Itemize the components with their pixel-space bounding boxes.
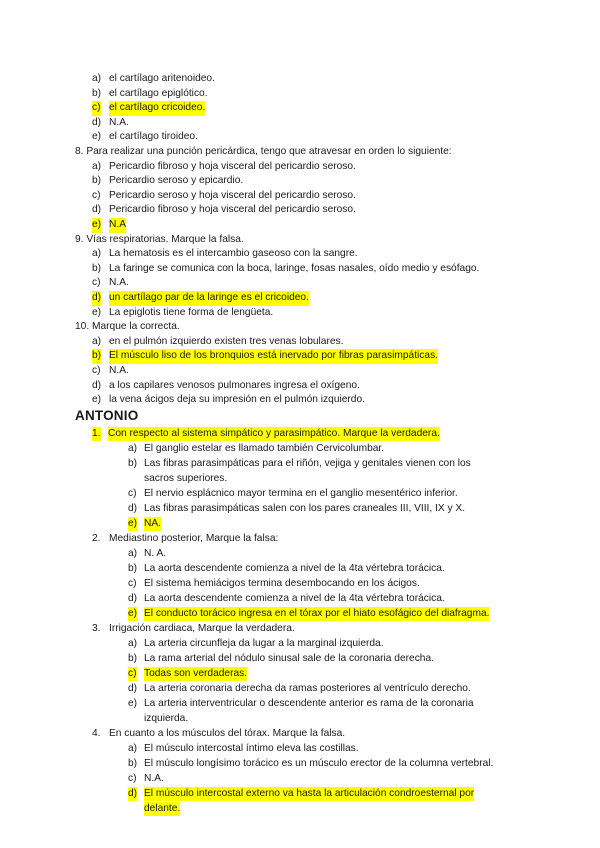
option-label: e) bbox=[92, 394, 102, 406]
option-text: La arteria coronaria derecha da ramas posteriores al ventrículo derecho. bbox=[144, 682, 471, 694]
option-label: a) bbox=[92, 248, 102, 260]
option-text: Pericardio fibroso y hoja visceral del pericardio seroso. bbox=[109, 204, 356, 216]
option-label: b) bbox=[92, 262, 102, 274]
question-text: 10. Marque la correcta. bbox=[75, 321, 180, 333]
option-label: c) bbox=[128, 667, 137, 682]
option-text: Las fibras parasimpáticas para el riñón, vejiga y genitales vienen con los bbox=[144, 457, 471, 469]
option-label: b) bbox=[128, 757, 138, 769]
option-text: N.A bbox=[109, 218, 126, 233]
option-text: Todas son verdaderas. bbox=[144, 667, 247, 682]
option-label: e) bbox=[92, 306, 102, 318]
option-text: El conducto torácico ingresa en el tórax por el hiato esofágico del diafragma. bbox=[144, 607, 489, 622]
option-text: El músculo intercostal externo va hasta la articulación condroesternal por bbox=[144, 787, 474, 802]
option-label: b) bbox=[92, 349, 101, 364]
option-label: d) bbox=[128, 592, 138, 604]
option-label: b) bbox=[92, 175, 102, 187]
option-label: b) bbox=[128, 652, 138, 664]
option-label: b) bbox=[92, 87, 102, 99]
option-text: La aorta descendente comienza a nivel de la 4ta vértebra torácica. bbox=[144, 562, 445, 574]
option-text: La hematosis es el intercambio gaseoso con la sangre. bbox=[109, 248, 358, 260]
option-text: La arteria circunfleja da lugar a la marginal izquierda. bbox=[144, 637, 384, 649]
option-label: a) bbox=[92, 160, 102, 172]
option-label: d) bbox=[92, 379, 102, 391]
option-text: La epiglotis tiene forma de lengüeta. bbox=[109, 306, 274, 318]
option-text: Pericardio seroso y epicardio. bbox=[109, 175, 244, 187]
option-text: La arteria interventricular o descendente anterior es rama de la coronaria bbox=[144, 697, 474, 709]
section-heading: ANTONIO bbox=[75, 407, 139, 423]
option-label: a) bbox=[92, 335, 102, 347]
option-text: a los capilares venosos pulmonares ingresa el oxígeno. bbox=[109, 379, 360, 391]
option-label: c) bbox=[128, 487, 137, 499]
option-label: c) bbox=[128, 577, 137, 589]
option-label: d) bbox=[92, 204, 102, 216]
question-text: 9. Vías respiratorias. Marque la falsa. bbox=[75, 233, 244, 245]
option-label: 1. bbox=[92, 427, 101, 442]
option-text: izquierda. bbox=[144, 712, 189, 724]
option-label: b) bbox=[128, 562, 138, 574]
option-label: c) bbox=[128, 772, 137, 784]
option-text: un cartílago par de la laringe es el cricoideo. bbox=[109, 291, 309, 306]
option-text: El músculo longísimo torácico es un músculo erector de la columna vertebral. bbox=[144, 757, 494, 769]
option-text: NA. bbox=[144, 517, 161, 532]
option-text: el cartílago epiglótico. bbox=[109, 87, 208, 99]
option-text: El músculo liso de los bronquios está inervado por fibras parasimpáticas. bbox=[109, 349, 438, 364]
question-text: En cuanto a los músculos del tórax. Marque la falsa. bbox=[109, 727, 346, 739]
option-label: a) bbox=[128, 742, 138, 754]
question-text: Mediastino posterior, Marque la falsa: bbox=[109, 532, 279, 544]
option-label: c) bbox=[92, 277, 101, 289]
option-label: d) bbox=[128, 682, 138, 694]
option-text: Las fibras parasimpáticas salen con los pares craneales III, VIII, IX y X. bbox=[144, 502, 466, 514]
option-text: La rama arterial del nódulo sinusal sale de la coronaria derecha. bbox=[144, 652, 434, 664]
option-text: el cartílago aritenoideo. bbox=[109, 73, 215, 84]
option-label: e) bbox=[128, 607, 137, 622]
option-text: La faringe se comunica con la boca, laringe, fosas nasales, oído medio y esófago. bbox=[109, 262, 480, 274]
option-text: El nervio esplácnico mayor termina en el ganglio mesentérico inferior. bbox=[144, 487, 458, 499]
option-text: Pericardio fibroso y hoja visceral del pericardio seroso. bbox=[109, 160, 356, 172]
option-label: c) bbox=[92, 365, 101, 376]
option-text: El sistema hemiácigos termina desembocando en los ácigos. bbox=[144, 577, 420, 589]
option-label: e) bbox=[128, 697, 138, 709]
option-label: a) bbox=[128, 637, 138, 649]
option-label: a) bbox=[92, 73, 102, 84]
option-label: e) bbox=[128, 517, 137, 532]
option-text: delante. bbox=[144, 802, 180, 817]
option-text: N.A. bbox=[144, 772, 164, 784]
option-label: 2. bbox=[92, 532, 101, 544]
option-label: 3. bbox=[92, 622, 101, 634]
option-label: d) bbox=[128, 787, 137, 802]
option-text: la vena ácigos deja su impresión en el pulmón izquierdo. bbox=[109, 394, 365, 406]
option-text: N.A. bbox=[109, 116, 129, 128]
option-label: d) bbox=[92, 291, 101, 306]
option-label: 4. bbox=[92, 727, 101, 739]
question-text: Con respecto al sistema simpático y parasimpático. Marque la verdadera. bbox=[108, 427, 440, 442]
option-text: N.A. bbox=[109, 365, 129, 376]
option-text: en el pulmón izquierdo existen tres venas lobulares. bbox=[109, 335, 344, 347]
question-text: 8. Para realizar una punción pericárdica, tengo que atravesar en orden lo siguiente: bbox=[75, 146, 452, 157]
option-text: el cartílago cricoideo. bbox=[109, 101, 205, 116]
option-text: N. A. bbox=[144, 547, 167, 559]
option-label: c) bbox=[92, 189, 101, 201]
option-text: La aorta descendente comienza a nivel de la 4ta vértebra torácica. bbox=[144, 592, 445, 604]
option-label: a) bbox=[128, 547, 138, 559]
option-label: e) bbox=[92, 218, 101, 233]
option-label: b) bbox=[128, 457, 138, 469]
option-label: d) bbox=[92, 116, 102, 128]
option-label: d) bbox=[128, 502, 138, 514]
option-label: c) bbox=[92, 101, 101, 116]
option-text: El ganglio estelar es llamado también Cervicolumbar. bbox=[144, 442, 385, 454]
option-label: e) bbox=[92, 131, 102, 143]
option-label: a) bbox=[128, 442, 138, 454]
option-text: Pericardio seroso y hoja visceral del pericardio seroso. bbox=[109, 189, 356, 201]
option-text: sacros superiores. bbox=[144, 472, 228, 484]
option-text: el cartílago tiroideo. bbox=[109, 131, 198, 143]
option-text: N.A. bbox=[109, 277, 129, 289]
option-text: El músculo intercostal íntimo eleva las costillas. bbox=[144, 742, 359, 754]
question-text: Irrigación cardiaca, Marque la verdadera. bbox=[109, 622, 295, 634]
